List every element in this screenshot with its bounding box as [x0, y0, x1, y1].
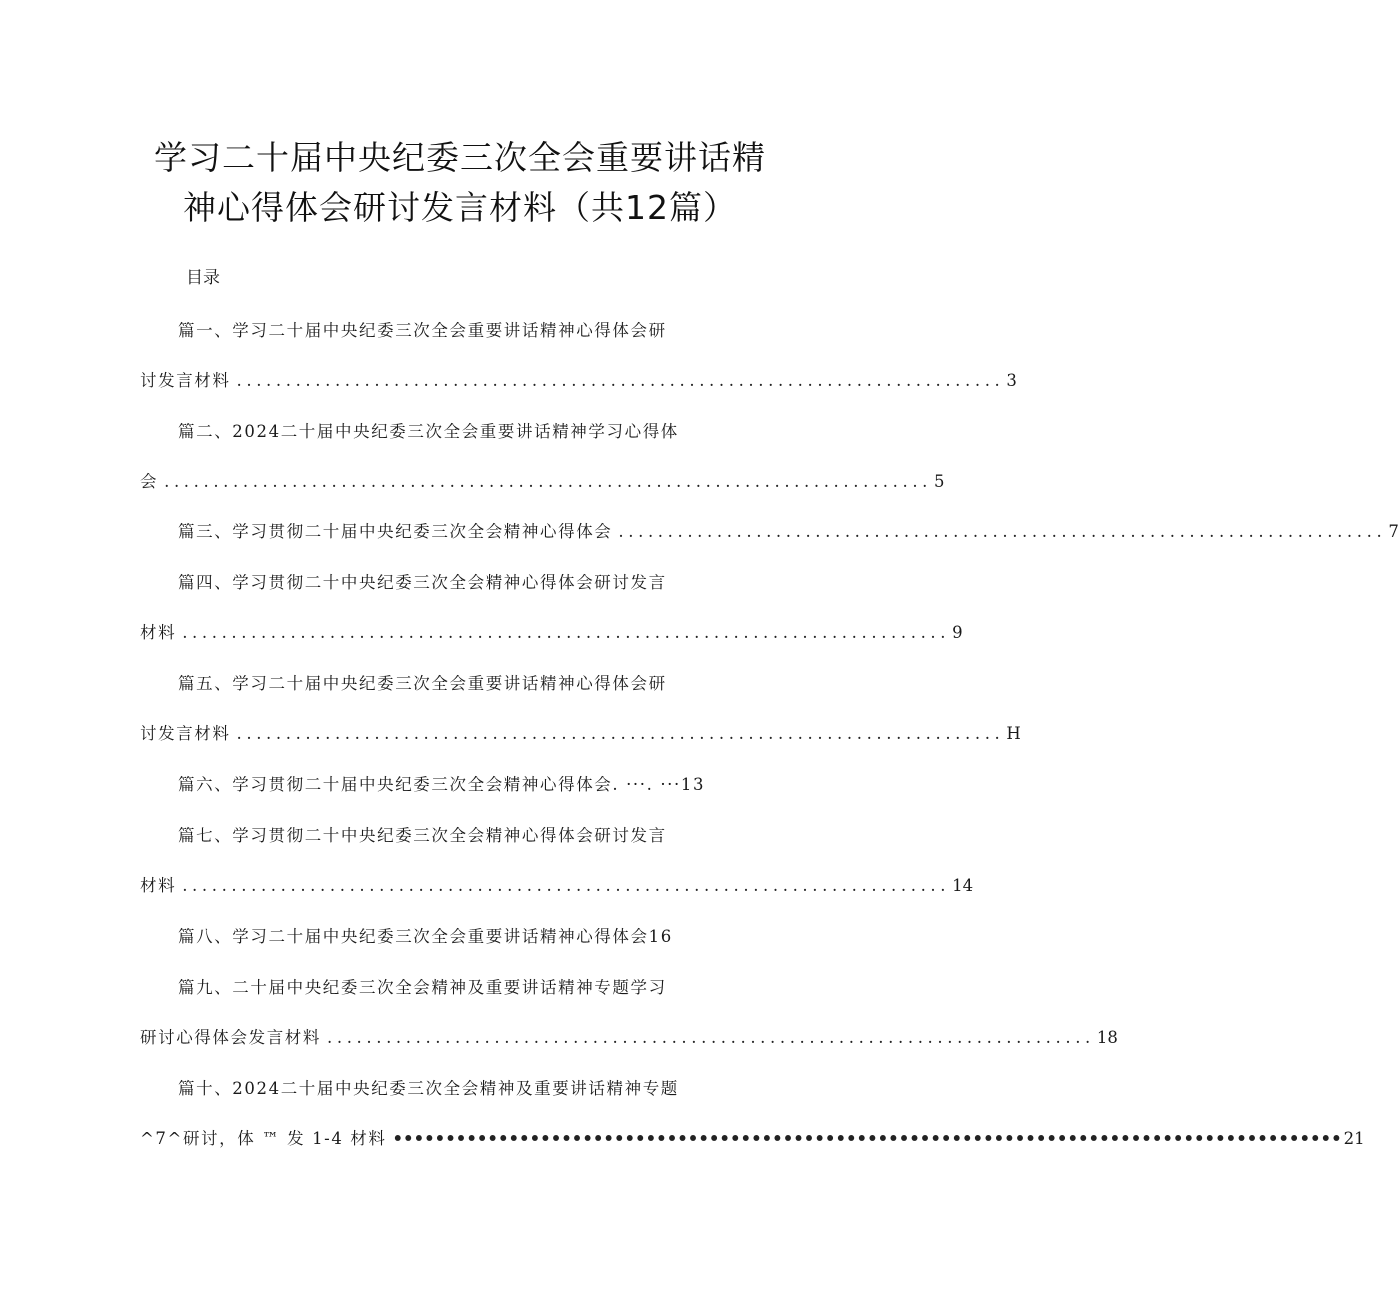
toc-heading: 目录 — [186, 268, 220, 288]
toc-leader-dots: .............................................................................. — [182, 876, 951, 895]
toc-entry-10-page: 21 — [1343, 1129, 1365, 1148]
toc-entry-5-page: H — [1006, 724, 1021, 743]
toc-entry-2-page: 5 — [934, 472, 945, 491]
toc-entry-1-page: 3 — [1006, 371, 1017, 390]
toc-entry-1-line-1[interactable]: 篇一、学习二十届中央纪委三次全会重要讲话精神心得体会研 — [178, 321, 667, 340]
toc-entry-3-title: 篇三、学习贯彻二十届中央纪委三次全会精神心得体会 — [178, 522, 613, 541]
document-title-line-1: 学习二十届中央纪委三次全会重要讲话精 — [154, 138, 766, 177]
toc-entry-2-line-1[interactable]: 篇二、2024二十届中央纪委三次全会重要讲话精神学习心得体 — [178, 422, 679, 441]
toc-leader-dots: .............................................................................. — [182, 623, 951, 642]
toc-entry-5-line-1[interactable]: 篇五、学习二十届中央纪委三次全会重要讲话精神心得体会研 — [178, 674, 667, 693]
toc-entry-7-line-2[interactable] — [140, 871, 974, 901]
toc-entry-2-title-end: 会 — [140, 472, 159, 491]
toc-entry-8[interactable]: 篇八、学习二十届中央纪委三次全会重要讲话精神心得体会16 — [178, 927, 673, 946]
toc-entry-10-title-end: ^7^研讨，体 ™ 发 1-4 材料 — [140, 1129, 387, 1148]
toc-entry-5-line-2[interactable] — [140, 719, 1021, 749]
toc-entry-2-line-2[interactable] — [140, 467, 945, 497]
toc-entry-10-line-1[interactable]: 篇十、2024二十届中央纪委三次全会精神及重要讲话精神专题 — [178, 1079, 679, 1098]
toc-entry-9-page: 18 — [1096, 1028, 1118, 1047]
toc-entry-9-line-1[interactable]: 篇九、二十届中央纪委三次全会精神及重要讲话精神专题学习 — [178, 978, 667, 997]
toc-entry-7-page: 14 — [952, 876, 974, 895]
toc-entry-9-title-end: 研讨心得体会发言材料 — [140, 1028, 321, 1047]
toc-entry-3-page: 7 — [1388, 522, 1399, 541]
toc-leader-dots: .............................................................................. — [236, 371, 1005, 390]
toc-entry-1-line-2[interactable] — [140, 366, 1017, 396]
toc-entry-4-line-2[interactable] — [140, 618, 963, 648]
toc-leader-dots: .............................................................................. — [327, 1028, 1095, 1047]
toc-entry-4-line-1[interactable]: 篇四、学习贯彻二十中央纪委三次全会精神心得体会研讨发言 — [178, 573, 667, 592]
toc-entry-1-title-end: 讨发言材料 — [140, 371, 231, 390]
toc-entry-7-title-end: 材料 — [140, 876, 177, 895]
toc-leader-dots: •••••••••••••••••••••••••••••••••••••••••••••••••••••••••••••••••••••••••••••••••••••••••• — [392, 1129, 1342, 1148]
toc-leader-dots: .............................................................................. — [164, 472, 933, 491]
toc-entry-4-page: 9 — [952, 623, 963, 642]
toc-entry-5-title-end: 讨发言材料 — [140, 724, 231, 743]
toc-entry-4-title-end: 材料 — [140, 623, 177, 642]
toc-entry-9-line-2[interactable] — [140, 1023, 1118, 1053]
toc-entry-10-line-2[interactable] — [140, 1124, 1365, 1154]
toc-leader-dots: .............................................................................. — [618, 522, 1387, 541]
toc-leader-dots: .............................................................................. — [236, 724, 1005, 743]
toc-entry-7-line-1[interactable]: 篇七、学习贯彻二十中央纪委三次全会精神心得体会研讨发言 — [178, 826, 667, 845]
document-title-line-2: 神心得体会研讨发言材料（共12篇） — [183, 188, 737, 227]
toc-entry-3[interactable] — [178, 517, 1399, 547]
toc-entry-6[interactable]: 篇六、学习贯彻二十届中央纪委三次全会精神心得体会. ···. ···13 — [178, 775, 706, 794]
